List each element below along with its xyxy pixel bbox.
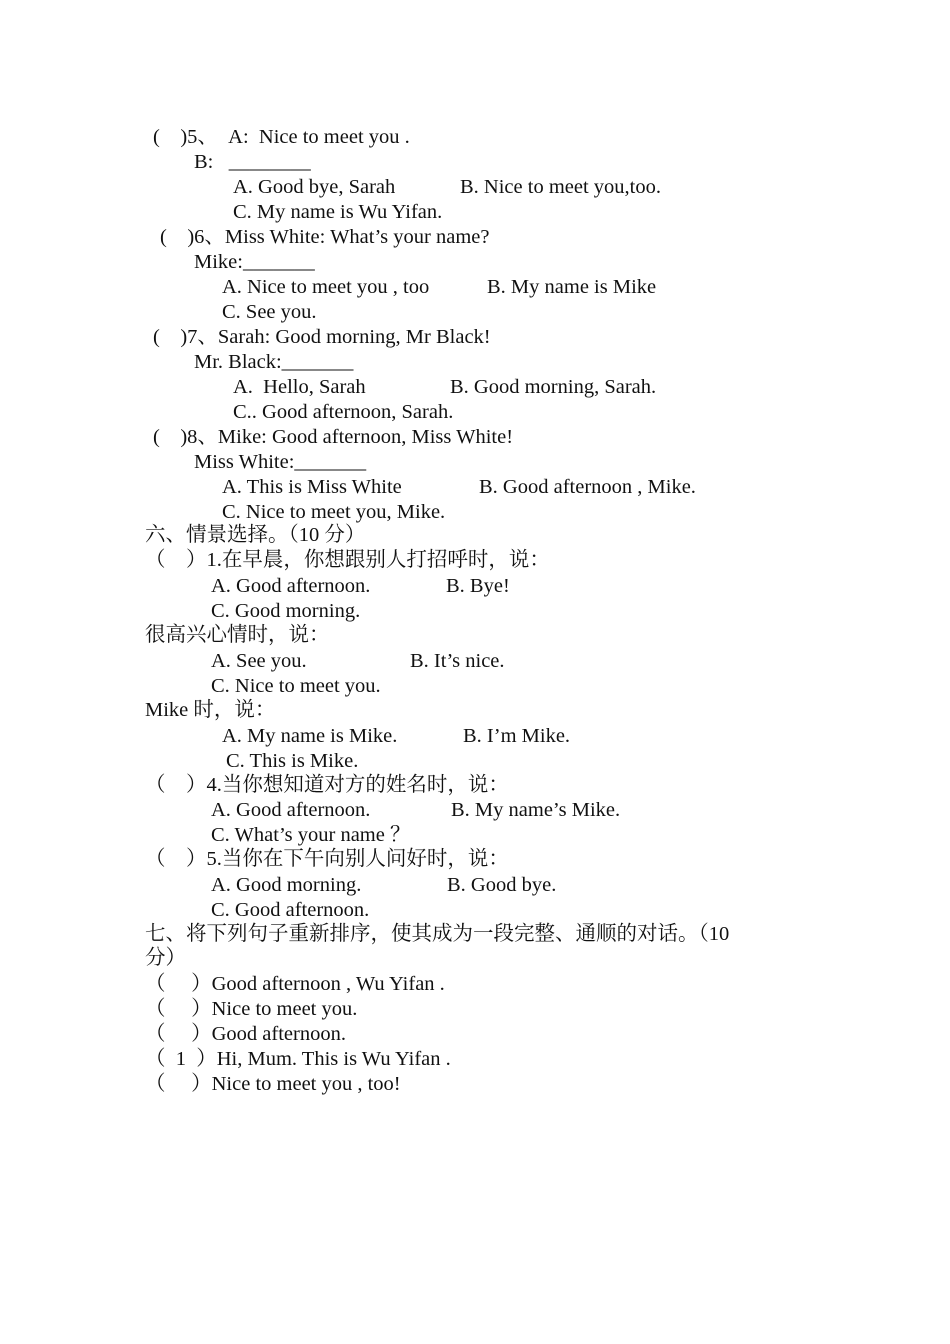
s6-q4-option-a: A. Good afternoon. bbox=[211, 799, 371, 821]
s6-q5-option-c: C. Good afternoon. bbox=[211, 899, 370, 921]
q8-option-c: C. Nice to meet you, Mike. bbox=[222, 501, 446, 523]
section7-heading-line1: 七、将下列句子重新排序，使其成为一段完整、通顺的对话。（10 bbox=[145, 923, 730, 945]
s7-item: （ ）Nice to meet you , too! bbox=[145, 1073, 401, 1095]
s6-q2-option-b: B. It’s nice. bbox=[410, 650, 505, 672]
q6-option-c: C. See you. bbox=[222, 301, 317, 323]
s6-q4-option-b: B. My name’s Mike. bbox=[451, 799, 621, 821]
s6-q5-option-b: B. Good bye. bbox=[447, 874, 557, 896]
s6-q4-option-c: C. What’s your name ？ bbox=[211, 824, 411, 846]
q5-option-c: C. My name is Wu Yifan. bbox=[233, 201, 443, 223]
s7-item: （ ）Good afternoon , Wu Yifan . bbox=[145, 973, 445, 995]
q7-option-a: A. Hello, Sarah bbox=[233, 376, 366, 398]
q5-option-b: B. Nice to meet you,too. bbox=[460, 176, 661, 198]
q5-stem: ( )5、 A: Nice to meet you . bbox=[153, 126, 410, 148]
q6-stem: ( )6、Miss White: What’s your name? bbox=[160, 226, 490, 248]
s6-q3-option-b: B. I’m Mike. bbox=[463, 725, 571, 747]
q6-response-line: Mike:_______ bbox=[194, 251, 315, 273]
s6-q2-stem: 很高兴心情时，说： bbox=[145, 624, 330, 646]
q7-option-c: C.. Good afternoon, Sarah. bbox=[233, 401, 454, 423]
s7-item: （ ）Nice to meet you. bbox=[145, 998, 358, 1020]
q8-option-b: B. Good afternoon , Mike. bbox=[479, 476, 696, 498]
q8-option-a: A. This is Miss White bbox=[222, 476, 402, 498]
q6-option-a: A. Nice to meet you , too bbox=[222, 276, 430, 298]
q8-response-line: Miss White:_______ bbox=[194, 451, 367, 473]
s6-q1-option-a: A. Good afternoon. bbox=[211, 575, 371, 597]
q7-response-line: Mr. Black:_______ bbox=[194, 351, 354, 373]
q5-response-line: B: ________ bbox=[194, 151, 311, 173]
s6-q3-stem: Mike 时，说： bbox=[145, 699, 276, 721]
q6-option-b: B. My name is Mike bbox=[487, 276, 657, 298]
q5-option-a: A. Good bye, Sarah bbox=[233, 176, 396, 198]
s6-q1-stem: （ ）1.在早晨，你想跟别人打招呼时，说： bbox=[145, 549, 550, 571]
s6-q2-option-a: A. See you. bbox=[211, 650, 307, 672]
s6-q2-option-c: C. Nice to meet you. bbox=[211, 675, 381, 697]
s6-q3-option-c: C. This is Mike. bbox=[226, 750, 359, 772]
q8-stem: ( )8、Mike: Good afternoon, Miss White! bbox=[153, 426, 514, 448]
s7-item: （ ）Good afternoon. bbox=[145, 1023, 346, 1045]
s6-q1-option-b: B. Bye! bbox=[446, 575, 510, 597]
s7-item: （ 1 ）Hi, Mum. This is Wu Yifan . bbox=[145, 1048, 451, 1070]
s6-q4-stem: （ ）4.当你想知道对方的姓名时，说： bbox=[145, 774, 509, 796]
section6-heading: 六、情景选择。（10 分） bbox=[145, 524, 366, 546]
s6-q5-option-a: A. Good morning. bbox=[211, 874, 362, 896]
q7-stem: ( )7、Sarah: Good morning, Mr Black! bbox=[153, 326, 491, 348]
section7-heading-line2: 分） bbox=[145, 947, 186, 969]
s6-q1-option-c: C. Good morning. bbox=[211, 600, 361, 622]
s6-q3-option-a: A. My name is Mike. bbox=[222, 725, 398, 747]
s6-q5-stem: （ ）5.当你在下午向别人问好时，说： bbox=[145, 848, 509, 870]
q7-option-b: B. Good morning, Sarah. bbox=[450, 376, 657, 398]
